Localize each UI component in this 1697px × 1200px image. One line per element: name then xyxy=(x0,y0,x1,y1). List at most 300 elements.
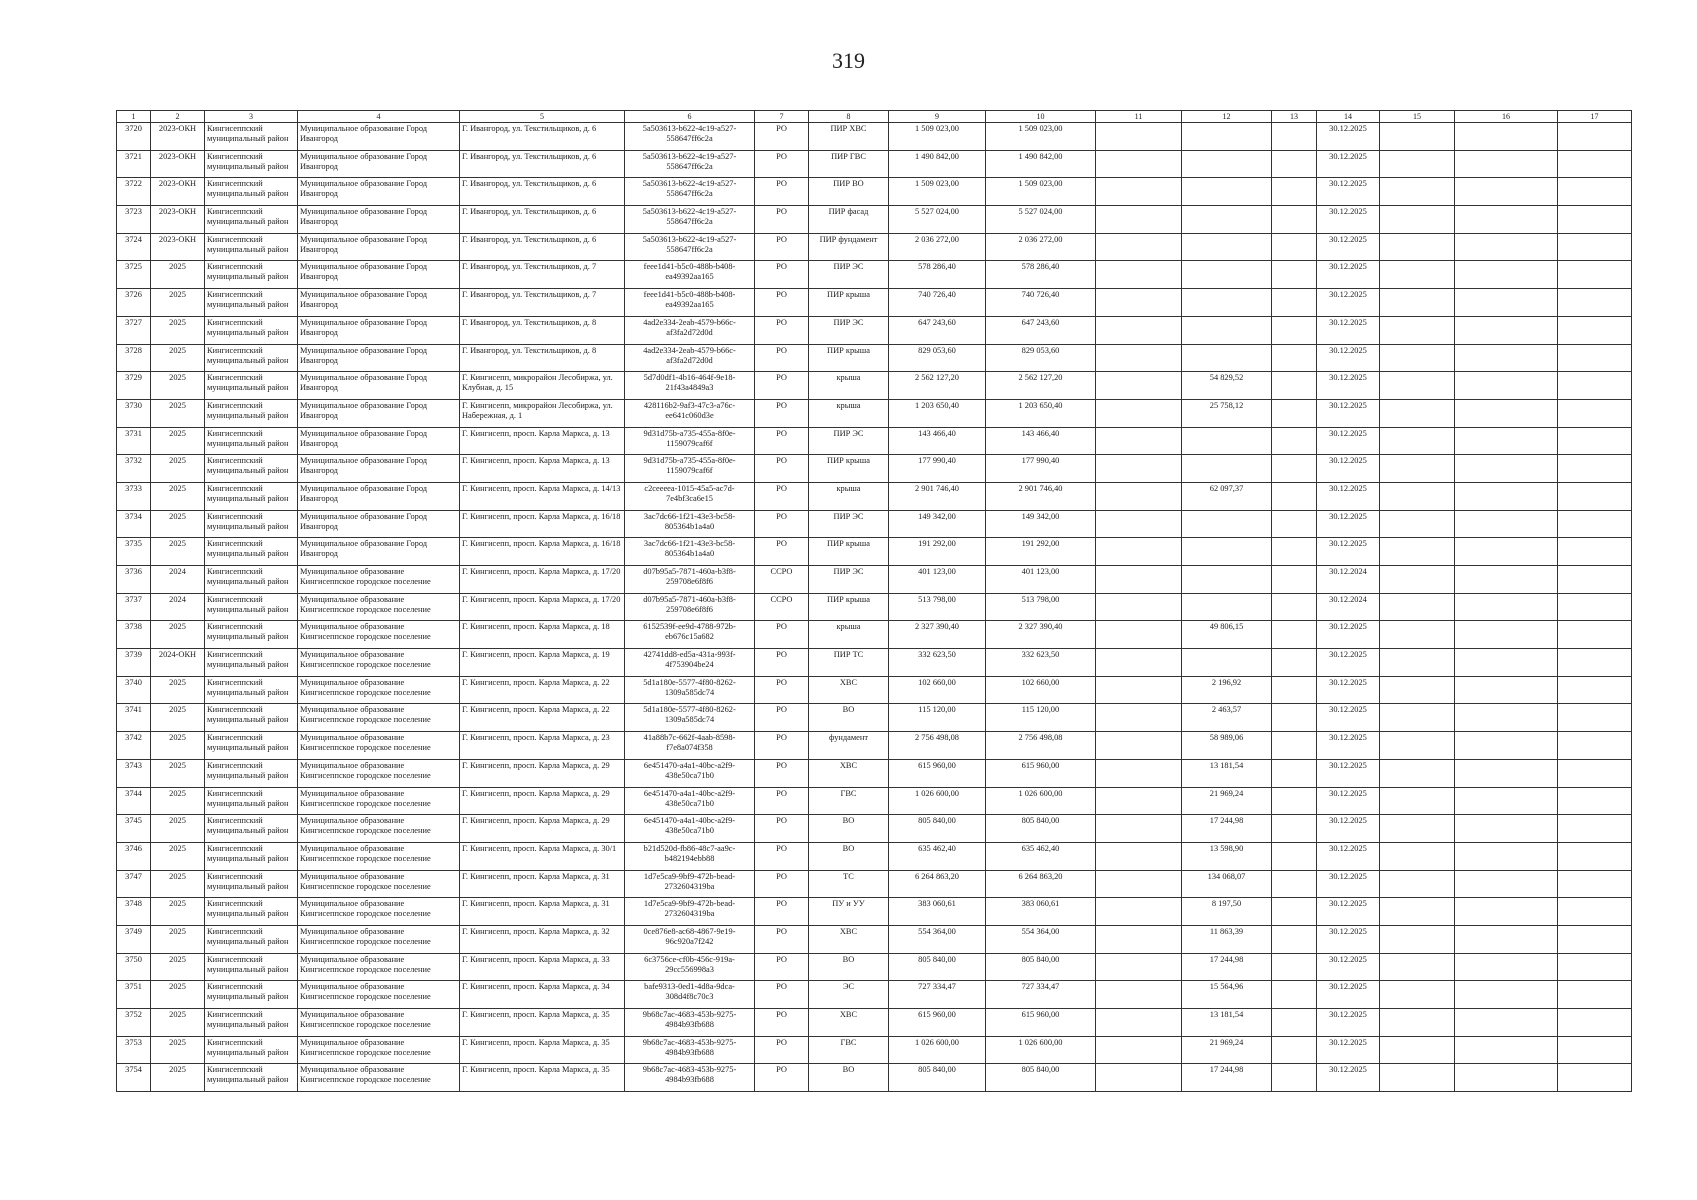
table-cell-col-6: 5a503613-b622-4c19-a527-558647ff6c2a xyxy=(625,150,755,178)
table-cell-col-11 xyxy=(1096,482,1182,510)
table-cell-col-10: 1 509 023,00 xyxy=(986,123,1096,151)
table-cell-col-4: Муниципальное образование Город Ивангород xyxy=(298,261,460,289)
table-cell-col-12: 49 806,15 xyxy=(1182,621,1272,649)
table-cell-col-16 xyxy=(1455,538,1558,566)
table-cell-col-8: ХВС xyxy=(809,1009,889,1037)
table-cell-col-13 xyxy=(1272,316,1317,344)
table-cell-col-14: 30.12.2025 xyxy=(1317,676,1380,704)
table-cell-col-4: Муниципальное образование Город Ивангород xyxy=(298,538,460,566)
column-header-15: 15 xyxy=(1380,111,1455,123)
table-cell-col-4: Муниципальное образование Кингисеппское городское поселение xyxy=(298,732,460,760)
table-cell-col-4: Муниципальное образование Кингисеппское городское поселение xyxy=(298,898,460,926)
table-cell-col-4: Муниципальное образование Кингисеппское городское поселение xyxy=(298,787,460,815)
table-cell-col-16 xyxy=(1455,981,1558,1009)
table-cell-col-6: 5a503613-b622-4c19-a527-558647ff6c2a xyxy=(625,123,755,151)
table-cell-col-3: Кингисеппский муниципальный район xyxy=(205,538,298,566)
table-cell-col-9: 1 026 600,00 xyxy=(889,1036,986,1064)
table-cell-col-10: 1 490 842,00 xyxy=(986,150,1096,178)
table-cell-col-16 xyxy=(1455,455,1558,483)
table-cell-col-16 xyxy=(1455,953,1558,981)
table-cell-col-12: 25 758,12 xyxy=(1182,399,1272,427)
table-cell-col-15 xyxy=(1380,870,1455,898)
table-row xyxy=(117,178,1632,206)
table-cell-col-7: РО xyxy=(755,842,809,870)
table-cell-col-15 xyxy=(1380,510,1455,538)
table-cell-col-3: Кингисеппский муниципальный район xyxy=(205,981,298,1009)
table-cell-col-11 xyxy=(1096,953,1182,981)
table-cell-col-3: Кингисеппский муниципальный район xyxy=(205,593,298,621)
table-cell-col-8: крыша xyxy=(809,372,889,400)
table-cell-col-17 xyxy=(1558,1036,1632,1064)
table-cell-col-3: Кингисеппский муниципальный район xyxy=(205,344,298,372)
table-cell-col-17 xyxy=(1558,482,1632,510)
table-cell-col-2: 2025 xyxy=(151,870,205,898)
table-cell-col-17 xyxy=(1558,815,1632,843)
table-cell-col-7: РО xyxy=(755,233,809,261)
table-cell-col-3: Кингисеппский муниципальный район xyxy=(205,1036,298,1064)
table-cell-col-2: 2025 xyxy=(151,510,205,538)
table-cell-col-13 xyxy=(1272,150,1317,178)
table-cell-col-2: 2025 xyxy=(151,261,205,289)
table-cell-col-16 xyxy=(1455,316,1558,344)
table-cell-col-1: 3750 xyxy=(117,953,151,981)
table-cell-col-1: 3720 xyxy=(117,123,151,151)
table-cell-col-9: 2 562 127,20 xyxy=(889,372,986,400)
table-cell-col-5: Г. Кингисепп, просп. Карла Маркса, д. 23 xyxy=(460,732,625,760)
table-cell-col-14: 30.12.2025 xyxy=(1317,482,1380,510)
table-cell-col-11 xyxy=(1096,261,1182,289)
table-row xyxy=(117,759,1632,787)
table-cell-col-4: Муниципальное образование Кингисеппское городское поселение xyxy=(298,621,460,649)
table-cell-col-13 xyxy=(1272,482,1317,510)
table-cell-col-8: ЭС xyxy=(809,981,889,1009)
table-cell-col-17 xyxy=(1558,399,1632,427)
table-cell-col-17 xyxy=(1558,538,1632,566)
table-cell-col-8: ГВС xyxy=(809,1036,889,1064)
table-cell-col-6: 3ac7dc66-1f21-43e3-bc58-805364b1a4a0 xyxy=(625,538,755,566)
table-cell-col-11 xyxy=(1096,344,1182,372)
table-cell-col-8: ПИР ЭС xyxy=(809,316,889,344)
table-cell-col-14: 30.12.2025 xyxy=(1317,870,1380,898)
table-cell-col-10: 1 026 600,00 xyxy=(986,787,1096,815)
table-cell-col-14: 30.12.2025 xyxy=(1317,649,1380,677)
table-cell-col-1: 3726 xyxy=(117,289,151,317)
table-cell-col-10: 578 286,40 xyxy=(986,261,1096,289)
table-cell-col-15 xyxy=(1380,1064,1455,1092)
table-cell-col-16 xyxy=(1455,870,1558,898)
table-cell-col-7: РО xyxy=(755,178,809,206)
table-cell-col-9: 513 798,00 xyxy=(889,593,986,621)
table-cell-col-16 xyxy=(1455,289,1558,317)
table-cell-col-11 xyxy=(1096,787,1182,815)
table-cell-col-9: 102 660,00 xyxy=(889,676,986,704)
table-cell-col-15 xyxy=(1380,676,1455,704)
table-cell-col-1: 3739 xyxy=(117,649,151,677)
table-cell-col-17 xyxy=(1558,1064,1632,1092)
table-cell-col-16 xyxy=(1455,427,1558,455)
table-row xyxy=(117,566,1632,594)
table-cell-col-7: РО xyxy=(755,676,809,704)
table-cell-col-7: РО xyxy=(755,455,809,483)
table-cell-col-15 xyxy=(1380,732,1455,760)
table-cell-col-13 xyxy=(1272,732,1317,760)
table-cell-col-3: Кингисеппский муниципальный район xyxy=(205,621,298,649)
table-cell-col-5: Г. Кингисепп, просп. Карла Маркса, д. 17/20 xyxy=(460,566,625,594)
table-cell-col-6: feee1d41-b5c0-488b-b408-ea49392aa165 xyxy=(625,289,755,317)
table-cell-col-9: 829 053,60 xyxy=(889,344,986,372)
table-cell-col-10: 727 334,47 xyxy=(986,981,1096,1009)
table-cell-col-8: ТС xyxy=(809,870,889,898)
table-cell-col-16 xyxy=(1455,344,1558,372)
table-cell-col-3: Кингисеппский муниципальный район xyxy=(205,510,298,538)
table-cell-col-7: РО xyxy=(755,538,809,566)
table-cell-col-2: 2025 xyxy=(151,621,205,649)
table-cell-col-9: 2 327 390,40 xyxy=(889,621,986,649)
table-cell-col-4: Муниципальное образование Кингисеппское городское поселение xyxy=(298,593,460,621)
table-cell-col-10: 401 123,00 xyxy=(986,566,1096,594)
table-cell-col-14: 30.12.2025 xyxy=(1317,898,1380,926)
table-cell-col-11 xyxy=(1096,704,1182,732)
table-cell-col-3: Кингисеппский муниципальный район xyxy=(205,1064,298,1092)
table-cell-col-1: 3747 xyxy=(117,870,151,898)
table-cell-col-8: ПУ и УУ xyxy=(809,898,889,926)
table-cell-col-14: 30.12.2025 xyxy=(1317,538,1380,566)
table-cell-col-8: ПИР ГВС xyxy=(809,150,889,178)
table-cell-col-1: 3727 xyxy=(117,316,151,344)
table-cell-col-15 xyxy=(1380,704,1455,732)
table-cell-col-8: крыша xyxy=(809,621,889,649)
table-cell-col-12: 13 598,90 xyxy=(1182,842,1272,870)
table-cell-col-14: 30.12.2025 xyxy=(1317,732,1380,760)
table-cell-col-13 xyxy=(1272,233,1317,261)
table-cell-col-14: 30.12.2025 xyxy=(1317,123,1380,151)
table-cell-col-2: 2025 xyxy=(151,399,205,427)
table-row xyxy=(117,538,1632,566)
table-cell-col-6: c2ceeeea-1015-45a5-ac7d-7e4bf3ca6e15 xyxy=(625,482,755,510)
table-cell-col-11 xyxy=(1096,759,1182,787)
table-cell-col-10: 332 623,50 xyxy=(986,649,1096,677)
table-cell-col-9: 615 960,00 xyxy=(889,1009,986,1037)
table-row xyxy=(117,233,1632,261)
table-cell-col-15 xyxy=(1380,344,1455,372)
table-cell-col-13 xyxy=(1272,399,1317,427)
table-cell-col-11 xyxy=(1096,1064,1182,1092)
table-cell-col-1: 3741 xyxy=(117,704,151,732)
table-cell-col-13 xyxy=(1272,870,1317,898)
table-cell-col-13 xyxy=(1272,289,1317,317)
table-cell-col-2: 2025 xyxy=(151,427,205,455)
table-cell-col-7: РО xyxy=(755,1064,809,1092)
column-header-3: 3 xyxy=(205,111,298,123)
table-cell-col-16 xyxy=(1455,815,1558,843)
table-cell-col-8: ПИР крыша xyxy=(809,538,889,566)
table-cell-col-11 xyxy=(1096,123,1182,151)
table-cell-col-4: Муниципальное образование Кингисеппское городское поселение xyxy=(298,704,460,732)
table-cell-col-13 xyxy=(1272,842,1317,870)
table-cell-col-7: РО xyxy=(755,981,809,1009)
table-row xyxy=(117,787,1632,815)
table-cell-col-7: РО xyxy=(755,206,809,234)
table-cell-col-6: 5a503613-b622-4c19-a527-558647ff6c2a xyxy=(625,206,755,234)
table-cell-col-8: крыша xyxy=(809,482,889,510)
column-header-14: 14 xyxy=(1317,111,1380,123)
table-cell-col-2: 2025 xyxy=(151,372,205,400)
table-cell-col-10: 740 726,40 xyxy=(986,289,1096,317)
table-cell-col-6: 5d7d0df1-4b16-464f-9e18-21f43a4849a3 xyxy=(625,372,755,400)
table-cell-col-3: Кингисеппский муниципальный район xyxy=(205,566,298,594)
table-cell-col-9: 149 342,00 xyxy=(889,510,986,538)
column-header-8: 8 xyxy=(809,111,889,123)
table-cell-col-12: 2 463,57 xyxy=(1182,704,1272,732)
table-cell-col-4: Муниципальное образование Город Ивангород xyxy=(298,510,460,538)
table-cell-col-1: 3728 xyxy=(117,344,151,372)
table-cell-col-6: 41a88b7c-662f-4aab-8598-f7e8a074f358 xyxy=(625,732,755,760)
table-cell-col-7: РО xyxy=(755,1036,809,1064)
table-cell-col-11 xyxy=(1096,178,1182,206)
table-cell-col-9: 1 026 600,00 xyxy=(889,787,986,815)
table-cell-col-7: РО xyxy=(755,372,809,400)
table-cell-col-8: ПИР ЭС xyxy=(809,566,889,594)
table-cell-col-3: Кингисеппский муниципальный район xyxy=(205,482,298,510)
table-cell-col-15 xyxy=(1380,206,1455,234)
table-cell-col-11 xyxy=(1096,925,1182,953)
table-cell-col-16 xyxy=(1455,759,1558,787)
table-cell-col-4: Муниципальное образование Город Ивангород xyxy=(298,427,460,455)
column-header-7: 7 xyxy=(755,111,809,123)
table-row xyxy=(117,953,1632,981)
table-cell-col-10: 102 660,00 xyxy=(986,676,1096,704)
table-cell-col-15 xyxy=(1380,759,1455,787)
table-cell-col-7: РО xyxy=(755,759,809,787)
table-cell-col-3: Кингисеппский муниципальный район xyxy=(205,427,298,455)
table-cell-col-8: ГВС xyxy=(809,787,889,815)
table-cell-col-7: РО xyxy=(755,289,809,317)
table-cell-col-1: 3738 xyxy=(117,621,151,649)
table-cell-col-17 xyxy=(1558,593,1632,621)
table-cell-col-10: 805 840,00 xyxy=(986,815,1096,843)
table-cell-col-5: Г. Кингисепп, микрорайон Лесобиржа, ул. Набережная, д. 1 xyxy=(460,399,625,427)
table-cell-col-13 xyxy=(1272,123,1317,151)
table-cell-col-6: 6e451470-a4a1-40bc-a2f9-438e50ca71b0 xyxy=(625,759,755,787)
table-cell-col-15 xyxy=(1380,621,1455,649)
table-cell-col-12: 11 863,39 xyxy=(1182,925,1272,953)
table-cell-col-14: 30.12.2024 xyxy=(1317,593,1380,621)
table-cell-col-14: 30.12.2025 xyxy=(1317,759,1380,787)
table-cell-col-5: Г. Кингисепп, просп. Карла Маркса, д. 29 xyxy=(460,787,625,815)
table-cell-col-12 xyxy=(1182,233,1272,261)
table-cell-col-12 xyxy=(1182,206,1272,234)
table-cell-col-6: 0ce876e8-ac68-4867-9e19-96c920a7f242 xyxy=(625,925,755,953)
table-cell-col-9: 2 901 746,40 xyxy=(889,482,986,510)
table-cell-col-7: РО xyxy=(755,815,809,843)
table-cell-col-8: ПИР ВО xyxy=(809,178,889,206)
table-cell-col-2: 2025 xyxy=(151,289,205,317)
table-cell-col-3: Кингисеппский муниципальный район xyxy=(205,178,298,206)
table-cell-col-9: 554 364,00 xyxy=(889,925,986,953)
table-cell-col-11 xyxy=(1096,898,1182,926)
table-cell-col-9: 177 990,40 xyxy=(889,455,986,483)
table-cell-col-16 xyxy=(1455,482,1558,510)
table-cell-col-11 xyxy=(1096,289,1182,317)
table-cell-col-2: 2025 xyxy=(151,981,205,1009)
table-cell-col-10: 647 243,60 xyxy=(986,316,1096,344)
table-cell-col-2: 2025 xyxy=(151,316,205,344)
table-row xyxy=(117,482,1632,510)
table-cell-col-6: 5a503613-b622-4c19-a527-558647ff6c2a xyxy=(625,178,755,206)
table-cell-col-2: 2023-ОКН xyxy=(151,233,205,261)
table-cell-col-2: 2025 xyxy=(151,759,205,787)
table-cell-col-11 xyxy=(1096,981,1182,1009)
table-cell-col-9: 727 334,47 xyxy=(889,981,986,1009)
table-cell-col-11 xyxy=(1096,455,1182,483)
table-cell-col-14: 30.12.2025 xyxy=(1317,372,1380,400)
table-cell-col-15 xyxy=(1380,925,1455,953)
table-cell-col-16 xyxy=(1455,593,1558,621)
table-row xyxy=(117,150,1632,178)
table-cell-col-10: 191 292,00 xyxy=(986,538,1096,566)
table-cell-col-11 xyxy=(1096,150,1182,178)
table-cell-col-4: Муниципальное образование Кингисеппское городское поселение xyxy=(298,842,460,870)
table-cell-col-17 xyxy=(1558,455,1632,483)
table-cell-col-17 xyxy=(1558,289,1632,317)
table-cell-col-3: Кингисеппский муниципальный район xyxy=(205,704,298,732)
table-cell-col-15 xyxy=(1380,593,1455,621)
table-cell-col-16 xyxy=(1455,372,1558,400)
table-cell-col-15 xyxy=(1380,981,1455,1009)
table-row xyxy=(117,399,1632,427)
table-cell-col-17 xyxy=(1558,870,1632,898)
table-cell-col-10: 805 840,00 xyxy=(986,1064,1096,1092)
table-cell-col-5: Г. Кингисепп, просп. Карла Маркса, д. 29 xyxy=(460,759,625,787)
table-cell-col-11 xyxy=(1096,427,1182,455)
table-cell-col-17 xyxy=(1558,316,1632,344)
page-number: 319 xyxy=(832,48,865,73)
table-cell-col-14: 30.12.2025 xyxy=(1317,427,1380,455)
table-cell-col-7: ССРО xyxy=(755,566,809,594)
table-cell-col-5: Г. Кингисепп, просп. Карла Маркса, д. 22 xyxy=(460,676,625,704)
table-cell-col-2: 2025 xyxy=(151,538,205,566)
column-header-13: 13 xyxy=(1272,111,1317,123)
table-cell-col-9: 805 840,00 xyxy=(889,1064,986,1092)
table-cell-col-5: Г. Кингисепп, просп. Карла Маркса, д. 14/13 xyxy=(460,482,625,510)
table-cell-col-6: 9d31d75b-a735-455a-8f0e-1159079caf6f xyxy=(625,455,755,483)
table-cell-col-15 xyxy=(1380,482,1455,510)
table-cell-col-3: Кингисеппский муниципальный район xyxy=(205,206,298,234)
table-cell-col-8: ХВС xyxy=(809,676,889,704)
table-cell-col-10: 2 901 746,40 xyxy=(986,482,1096,510)
table-cell-col-2: 2023-ОКН xyxy=(151,206,205,234)
table-cell-col-11 xyxy=(1096,566,1182,594)
table-cell-col-6: bafe9313-0ed1-4d8a-9dca-308d4f8c70c3 xyxy=(625,981,755,1009)
table-cell-col-15 xyxy=(1380,898,1455,926)
table-cell-col-10: 2 756 498,08 xyxy=(986,732,1096,760)
table-cell-col-9: 6 264 863,20 xyxy=(889,870,986,898)
table-cell-col-12: 62 097,37 xyxy=(1182,482,1272,510)
table-row xyxy=(117,925,1632,953)
table-cell-col-5: Г. Кингисепп, микрорайон Лесобиржа, ул. Клубная, д. 15 xyxy=(460,372,625,400)
table-row xyxy=(117,344,1632,372)
table-cell-col-9: 2 036 272,00 xyxy=(889,233,986,261)
table-cell-col-9: 2 756 498,08 xyxy=(889,732,986,760)
table-cell-col-12 xyxy=(1182,289,1272,317)
table-cell-col-7: РО xyxy=(755,898,809,926)
table-cell-col-13 xyxy=(1272,261,1317,289)
table-cell-col-1: 3748 xyxy=(117,898,151,926)
table-cell-col-13 xyxy=(1272,759,1317,787)
table-cell-col-5: Г. Кингисепп, просп. Карла Маркса, д. 17/20 xyxy=(460,593,625,621)
table-cell-col-13 xyxy=(1272,538,1317,566)
table-cell-col-2: 2025 xyxy=(151,455,205,483)
table-cell-col-4: Муниципальное образование Город Ивангород xyxy=(298,150,460,178)
table-cell-col-12: 17 244,98 xyxy=(1182,815,1272,843)
column-header-11: 11 xyxy=(1096,111,1182,123)
table-cell-col-17 xyxy=(1558,649,1632,677)
table-cell-col-15 xyxy=(1380,261,1455,289)
table-cell-col-2: 2025 xyxy=(151,842,205,870)
table-cell-col-16 xyxy=(1455,787,1558,815)
table-cell-col-4: Муниципальное образование Кингисеппское городское поселение xyxy=(298,953,460,981)
table-cell-col-15 xyxy=(1380,372,1455,400)
table-cell-col-11 xyxy=(1096,621,1182,649)
table-cell-col-17 xyxy=(1558,981,1632,1009)
table-cell-col-14: 30.12.2025 xyxy=(1317,925,1380,953)
table-cell-col-4: Муниципальное образование Город Ивангород xyxy=(298,206,460,234)
table-cell-col-17 xyxy=(1558,566,1632,594)
column-header-9: 9 xyxy=(889,111,986,123)
table-cell-col-12: 21 969,24 xyxy=(1182,787,1272,815)
table-cell-col-15 xyxy=(1380,233,1455,261)
table-cell-col-3: Кингисеппский муниципальный район xyxy=(205,732,298,760)
table-cell-col-15 xyxy=(1380,399,1455,427)
table-cell-col-16 xyxy=(1455,898,1558,926)
table-cell-col-8: ПИР крыша xyxy=(809,593,889,621)
table-cell-col-11 xyxy=(1096,399,1182,427)
table-cell-col-5: Г. Ивангород, ул. Текстильщиков, д. 6 xyxy=(460,233,625,261)
table-row xyxy=(117,676,1632,704)
table-row xyxy=(117,261,1632,289)
table-cell-col-12 xyxy=(1182,150,1272,178)
table-cell-col-2: 2024 xyxy=(151,566,205,594)
table-cell-col-2: 2025 xyxy=(151,704,205,732)
table-cell-col-3: Кингисеппский муниципальный район xyxy=(205,399,298,427)
table-cell-col-16 xyxy=(1455,510,1558,538)
table-cell-col-16 xyxy=(1455,399,1558,427)
table-cell-col-9: 1 203 650,40 xyxy=(889,399,986,427)
table-cell-col-13 xyxy=(1272,981,1317,1009)
table-cell-col-5: Г. Ивангород, ул. Текстильщиков, д. 7 xyxy=(460,289,625,317)
table-cell-col-8: ПИР ЭС xyxy=(809,261,889,289)
table-cell-col-9: 805 840,00 xyxy=(889,953,986,981)
table-cell-col-10: 115 120,00 xyxy=(986,704,1096,732)
table-cell-col-5: Г. Ивангород, ул. Текстильщиков, д. 7 xyxy=(460,261,625,289)
table-cell-col-1: 3730 xyxy=(117,399,151,427)
table-cell-col-6: 4ad2e334-2eab-4579-b66c-af3fa2d72d0d xyxy=(625,344,755,372)
table-cell-col-14: 30.12.2025 xyxy=(1317,455,1380,483)
table-cell-col-17 xyxy=(1558,759,1632,787)
table-cell-col-3: Кингисеппский муниципальный район xyxy=(205,455,298,483)
table-cell-col-7: РО xyxy=(755,261,809,289)
table-cell-col-10: 383 060,61 xyxy=(986,898,1096,926)
table-cell-col-8: ВО xyxy=(809,842,889,870)
table-cell-col-17 xyxy=(1558,150,1632,178)
table-cell-col-10: 829 053,60 xyxy=(986,344,1096,372)
table-cell-col-14: 30.12.2025 xyxy=(1317,842,1380,870)
table-cell-col-9: 1 509 023,00 xyxy=(889,178,986,206)
table-cell-col-3: Кингисеппский муниципальный район xyxy=(205,123,298,151)
table-cell-col-14: 30.12.2025 xyxy=(1317,206,1380,234)
table-cell-col-6: 6c3756ce-cf0b-456c-919a-29cc556998a3 xyxy=(625,953,755,981)
table-cell-col-2: 2025 xyxy=(151,1064,205,1092)
